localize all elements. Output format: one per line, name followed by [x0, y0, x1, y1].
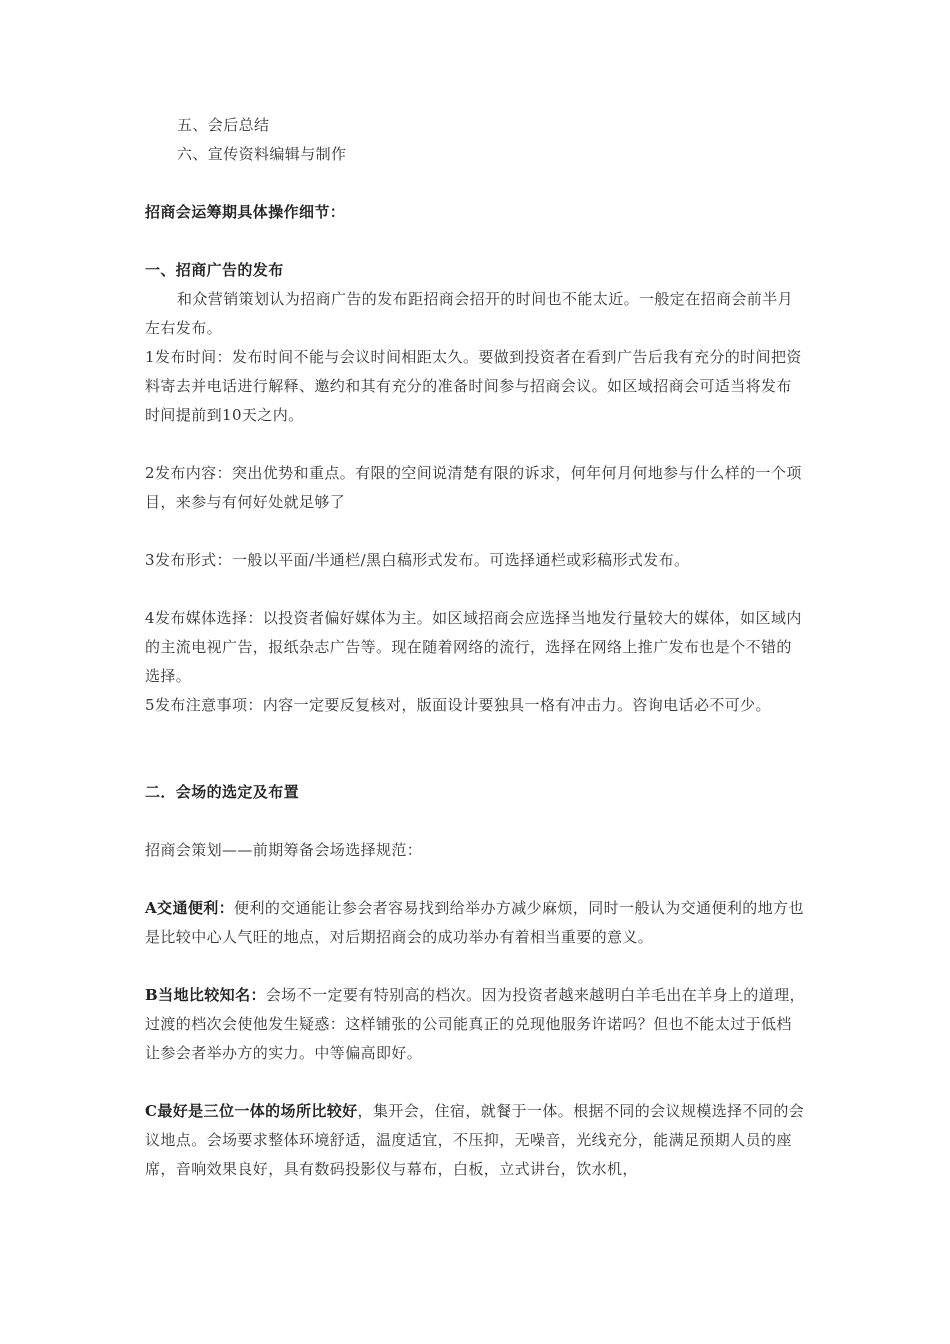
section1-heading: 一、招商广告的发布 [145, 261, 284, 279]
item-a-text: 便利的交通能让参会者容易找到给举办方减少麻烦，同时一般认为交通便利的地方也是比较中心人气旺的地点，对后期招商会的成功举办有着相当重要的意义。 [145, 899, 804, 946]
section1-point-3: 3发布形式：一般以平面/半通栏/黑白稿形式发布。可选择通栏或彩稿形式发布。 [145, 551, 690, 569]
section1-point-5: 5发布注意事项：内容一定要反复核对，版面设计要独具一格有冲击力。咨询电话必不可少。 [145, 696, 771, 714]
section1-point-4: 4发布媒体选择：以投资者偏好媒体为主。如区域招商会应选择当地发行量较大的媒体，如区域内的主流电视广告，报纸杂志广告等。现在随着网络的流行，选择在网络上推广发布也是个不错的选择。 [145, 609, 802, 685]
section2-item-b [145, 981, 805, 1068]
item-c-text: ，集开会，住宿，就餐于一体。根据不同的会议规模选择不同的会议地点。会场要求整体环境舒适，温度适宜，不压抑，无噪音，光线充分，能满足预期人员的座席，音响效果良好，具有数码投影仪与幕布，白板，立式讲台，饮水机， [145, 1102, 805, 1178]
section2-item-c [145, 1097, 805, 1184]
section1-intro: 和众营销策划认为招商广告的发布距招商会招开的时间也不能太近。一般定在招商会前半月左右发布。 [145, 290, 794, 337]
details-title: 招商会运筹期具体操作细节： [145, 203, 346, 221]
item-c-label: C最好是三位一体的场所比较好 [145, 1102, 358, 1120]
section2-item-a [145, 894, 805, 952]
outline-item-5: 五、会后总结 [177, 116, 270, 134]
item-a-label: A交通便利： [145, 899, 235, 917]
item-b-label: B当地比较知名： [145, 986, 266, 1004]
section1-point-2: 2发布内容：突出优势和重点。有限的空间说清楚有限的诉求，何年何月何地参与什么样的一个项目，来参与有何好处就足够了 [145, 464, 802, 511]
section2-heading: 二．会场的选定及布置 [145, 783, 300, 801]
section1-point-1: 1发布时间：发布时间不能与会议时间相距太久。要做到投资者在看到广告后我有充分的时间把资料寄去并电话进行解释、邀约和其有充分的准备时间参与招商会议。如区域招商会可适当将发布时间提前到10天之内。 [145, 348, 802, 424]
outline-item-6: 六、宣传资料编辑与制作 [177, 145, 347, 163]
section2-subtitle: 招商会策划——前期筹备会场选择规范： [145, 841, 423, 859]
document-body [145, 111, 805, 1184]
item-b-text: 会场不一定要有特别高的档次。因为投资者越来越明白羊毛出在羊身上的道理，过渡的档次会使他发生疑惑：这样铺张的公司能真正的兑现他服务许诺吗？但也不能太过于低档让参会者举办方的实力。中等偏高即好。 [145, 986, 805, 1062]
